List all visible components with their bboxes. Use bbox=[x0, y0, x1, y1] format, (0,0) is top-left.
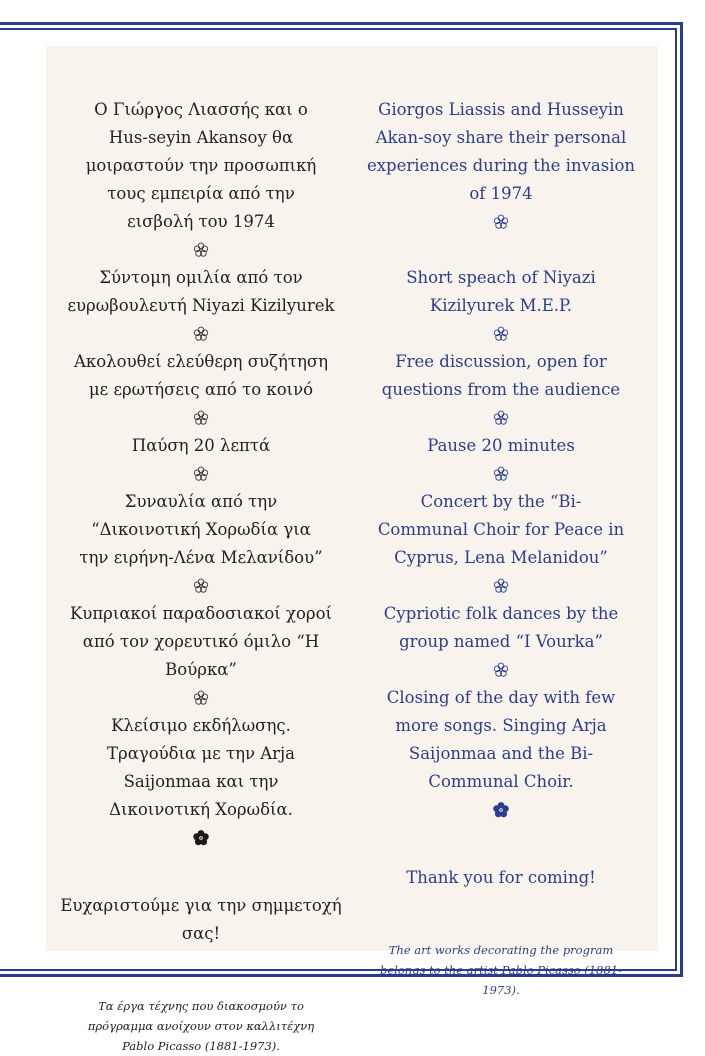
english-item-1 bbox=[356, 96, 646, 208]
english-item-6 bbox=[356, 600, 646, 656]
english-art-credit: The art works decorating the program belongs to the artist Pablo Picasso (1881-1973). bbox=[379, 943, 623, 997]
english-item-6-text: Cypriotic folk dances by the group named “I Vourka” bbox=[383, 604, 619, 651]
flower-filled-icon bbox=[356, 796, 646, 824]
greek-item-3 bbox=[56, 348, 346, 404]
english-item-3-text: Free discussion, open for questions from the audience bbox=[381, 352, 621, 399]
flower-outline-icon bbox=[356, 208, 646, 236]
greek-art-credit: Τα έργα τέχνης που διακοσμούν το πρόγραμμα ανοίχουν στον καλλιτέχνη Pablo Picasso (1881-1973). bbox=[87, 999, 315, 1053]
greek-item-2-text: Σύντομη ομιλία από τον ευρωβουλευτή Niyazi Kizilyurek bbox=[67, 268, 335, 315]
flower-outline-icon bbox=[56, 404, 346, 432]
greek-thanks: Ευχαριστούμε για την σημμετοχή σας! bbox=[60, 896, 342, 943]
greek-item-5-text: Συναυλία από την “Δικοινοτική Χορωδία για την ειρήνη-Λένα Μελανίδου” bbox=[79, 492, 323, 567]
flower-outline-icon bbox=[356, 460, 646, 488]
english-item-1-text: Giorgos Liassis and Husseyin Akan-soy share their personal experiences during the invasion of 1974 bbox=[366, 100, 636, 203]
flower-outline-icon bbox=[56, 236, 346, 264]
greek-item-3-text: Ακολουθεί ελεύθερη συζήτηση με ερωτήσεις από το κοινό bbox=[74, 352, 328, 399]
flower-outline-icon bbox=[56, 572, 346, 600]
greek-item-7-text: Κλείσιμο εκδήλωσης. Τραγούδια με την Arja Saijonmaa και την Δικοινοτική Χορωδία. bbox=[106, 716, 296, 819]
flower-outline-icon bbox=[56, 684, 346, 712]
english-item-7-text: Closing of the day with few more songs. Singing Arja Saijonmaa and the Bi-Communal Choir. bbox=[386, 688, 616, 791]
greek-item-4-text: Παύση 20 λεπτά bbox=[131, 436, 271, 455]
english-column bbox=[356, 96, 646, 1000]
greek-item-1 bbox=[56, 96, 346, 236]
english-item-7 bbox=[356, 684, 646, 796]
flower-outline-icon bbox=[356, 320, 646, 348]
greek-item-4 bbox=[56, 432, 346, 460]
english-item-4-text: Pause 20 minutes bbox=[427, 436, 575, 455]
flower-filled-icon bbox=[56, 824, 346, 852]
english-item-2 bbox=[356, 264, 646, 320]
flower-outline-icon bbox=[56, 460, 346, 488]
english-item-3 bbox=[356, 348, 646, 404]
greek-item-7 bbox=[56, 712, 346, 824]
greek-item-6-text: Κυπριακοί παραδοσιακοί χοροί από τον χορευτικό όμιλο “Η Βούρκα” bbox=[69, 604, 333, 679]
english-item-2-text: Short speach of Niyazi Kizilyurek M.E.P. bbox=[406, 268, 596, 315]
flower-outline-icon bbox=[356, 572, 646, 600]
flower-outline-icon bbox=[356, 656, 646, 684]
english-thanks: Thank you for coming! bbox=[406, 868, 596, 887]
greek-item-5 bbox=[56, 488, 346, 572]
greek-column bbox=[56, 96, 346, 1056]
greek-item-6 bbox=[56, 600, 346, 684]
program-panel bbox=[46, 46, 658, 1053]
flower-outline-icon bbox=[356, 404, 646, 432]
english-item-4 bbox=[356, 432, 646, 460]
english-item-5-text: Concert by the “Bi-Communal Choir for Peace in Cyprus, Lena Melanidou” bbox=[377, 492, 625, 567]
english-item-5 bbox=[356, 488, 646, 572]
greek-item-1-text: Ο Γιώργος Λιασσής και ο Hus-seyin Akansoy θα μοιραστούν την προσωπική τους εμπειρία από την εισβολή του 1974 bbox=[85, 100, 317, 231]
flower-outline-icon bbox=[56, 320, 346, 348]
greek-item-2 bbox=[56, 264, 346, 320]
